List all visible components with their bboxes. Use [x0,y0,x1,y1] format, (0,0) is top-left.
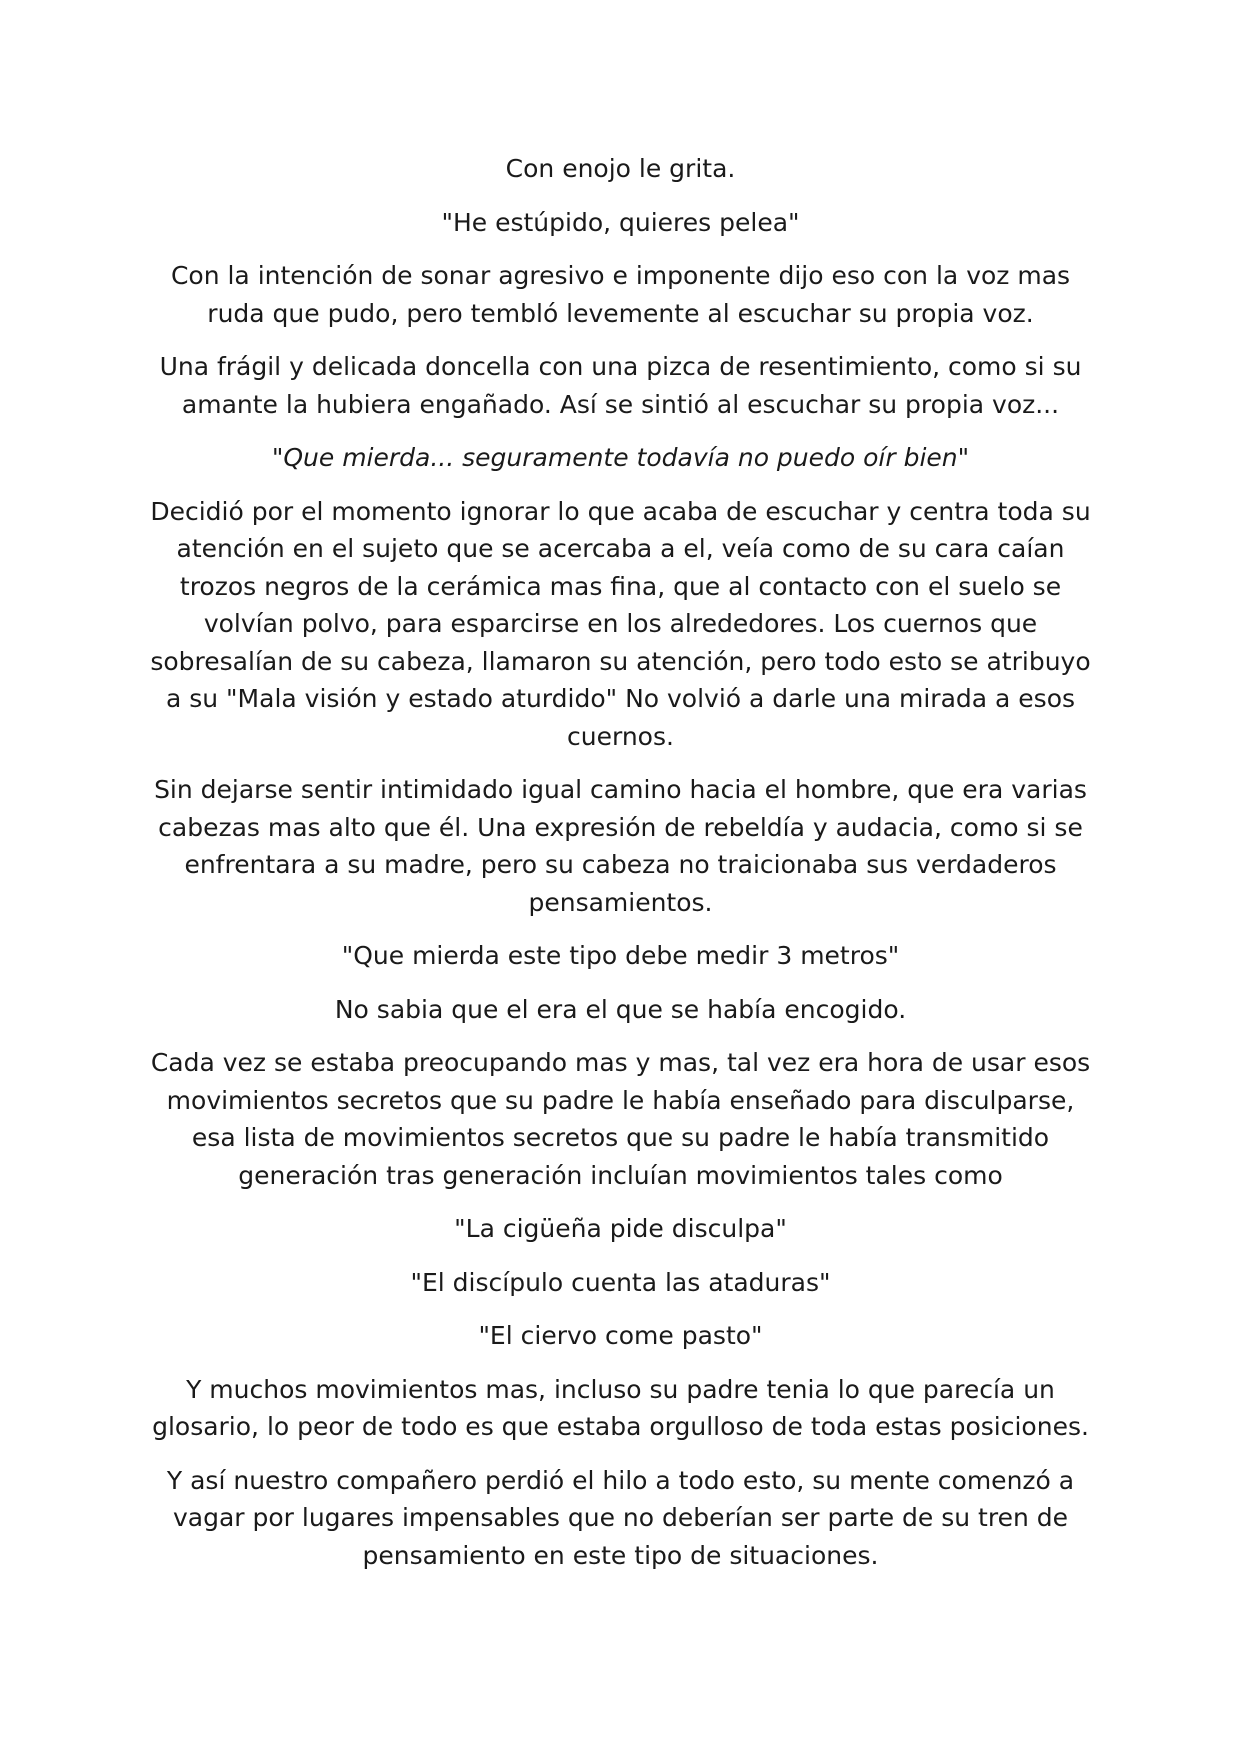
paragraph-7: Sin dejarse sentir intimidado igual camino hacia el hombre, que era varias cabezas mas alto que él. Una expresión de rebeldía y audacia, como si se enfrentara a su madre, pero su cabeza no traicionaba sus verdaderos pensamientos. [154,775,1087,917]
paragraph-3: Con la intención de sonar agresivo e imponente dijo eso con la voz mas ruda que pudo, pero tembló levemente al escuchar su propia voz. [170,261,1071,328]
paragraph-8: "Que mierda este tipo debe medir 3 metros" [341,941,900,970]
paragraph-6: Decidió por el momento ignorar lo que acaba de escuchar y centra toda su atención en el sujeto que se acercaba a el, veía como de su cara caían trozos negros de la cerámica mas fina, que al contacto con el suelo se volvían polvo, para esparcirse en los alrededores. Los cuernos que sobresalían de su cabeza, llamaron su atención, pero todo esto se atribuyo a su "Mala visión y estado aturdido" No volvió a darle una mirada a esos cuernos. [150,496,1091,751]
paragraph-11: "La cigüeña pide disculpa" [454,1214,787,1243]
paragraph-10: Cada vez se estaba preocupando mas y mas, tal vez era hora de usar esos movimientos secretos que su padre le había enseñado para disculparse, esa lista de movimientos secretos que su padre le había transmitido generación tras generación incluían movimientos tales como [150,1048,1091,1190]
paragraph-13: "El ciervo come pasto" [478,1321,763,1350]
paragraph-1: Con enojo le grita. [505,154,736,183]
paragraph-2: "He estúpido, quieres pelea" [441,207,800,237]
story-text [150,150,1091,1590]
paragraph-15: Y así nuestro compañero perdió el hilo a todo esto, su mente comenzó a vagar por lugares impensables que no deberían ser parte de su tren de pensamiento en este tipo de situaciones. [166,1465,1075,1570]
paragraph-4: Una frágil y delicada doncella con una pizca de resentimiento, como si su amante la hubiera engañado. Así se sintió al escuchar su propia voz... [159,352,1082,419]
paragraph-14: Y muchos movimientos mas, incluso su padre tenia lo que parecía un glosario, lo peor de todo es que estaba orgulloso de toda estas posiciones. [152,1374,1089,1441]
paragraph-9: No sabia que el era el que se había encogido. [334,994,907,1024]
paragraph-12: "El discípulo cuenta las ataduras" [410,1267,831,1297]
paragraph-5-thought: "Que mierda... seguramente todavía no puedo oír bien" [271,443,970,472]
